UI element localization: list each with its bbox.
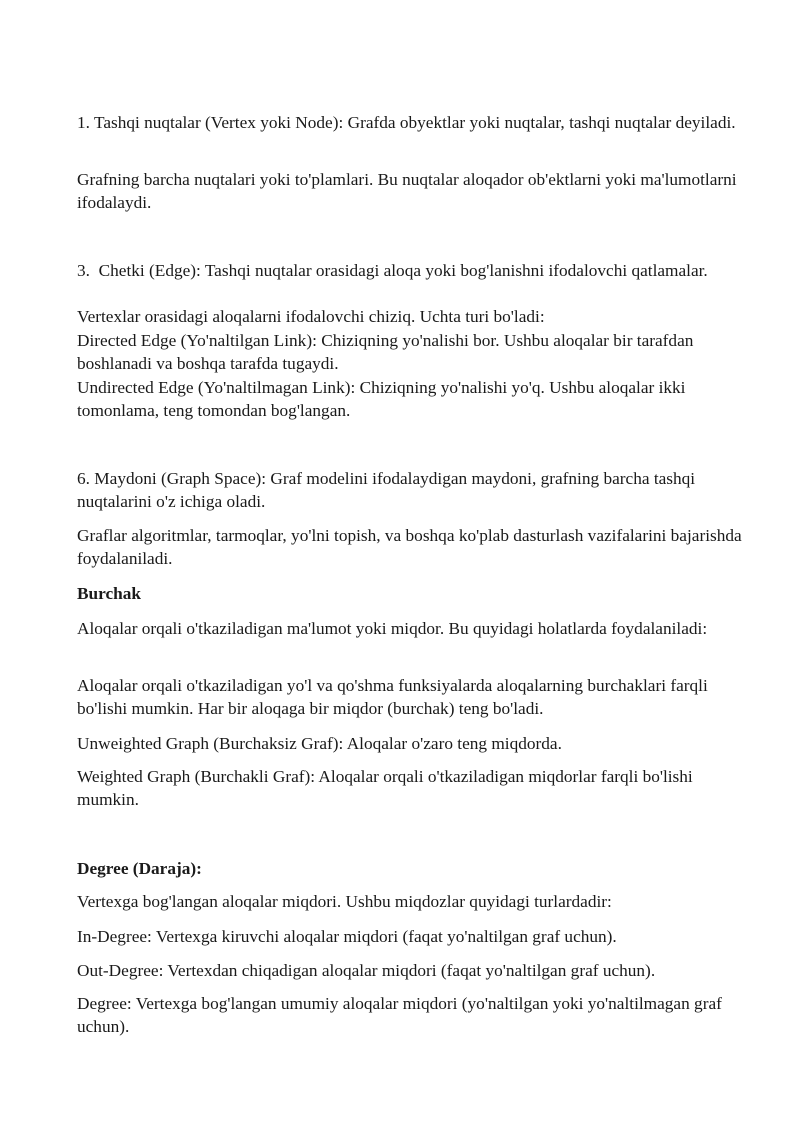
paragraph-weighted-graph: Weighted Graph (Burchakli Graf): Aloqalar orqali o'tkaziladigan miqdorlar farqli bo'lishi mumkin. xyxy=(77,767,693,809)
paragraph-edge-description: Vertexlar orasidagi aloqalarni ifodalovchi chiziq. Uchta turi bo'ladi: xyxy=(77,307,545,326)
paragraph-edge-item: 3. Chetki (Edge): Tashqi nuqtalar orasidagi aloqa yoki bog'lanishni ifodalovchi qatlamalar. xyxy=(77,261,708,280)
paragraph-vertex-description: Grafning barcha nuqtalari yoki to'plamlari. Bu nuqtalar aloqador ob'ektlarni yoki ma'lumotlarni ifodalaydi. xyxy=(77,170,737,212)
heading-burchak: Burchak xyxy=(77,584,142,603)
paragraph-burchak-definition: Aloqalar orqali o'tkaziladigan ma'lumot yoki miqdor. Bu quyidagi holatlarda foydalaniladi: xyxy=(77,619,708,638)
paragraph-burchak-detail: Aloqalar orqali o'tkaziladigan yo'l va qo'shma funksiyalarda aloqalarning burchaklari farqli bo'lishi mumkin. Har bir aloqaga bir miqdor (burchak) teng bo'ladi. xyxy=(77,676,708,718)
paragraph-unweighted-graph: Unweighted Graph (Burchaksiz Graf): Aloqalar o'zaro teng miqdorda. xyxy=(77,734,562,753)
heading-degree: Degree (Daraja): xyxy=(77,859,202,878)
paragraph-degree-total: Degree: Vertexga bog'langan umumiy aloqalar miqdori (yo'naltilgan yoki yo'naltilmagan graf uchun). xyxy=(77,994,722,1036)
paragraph-in-degree: In-Degree: Vertexga kiruvchi aloqalar miqdori (faqat yo'naltilgan graf uchun). xyxy=(77,927,617,946)
paragraph-degree-definition: Vertexga bog'langan aloqalar miqdori. Ushbu miqdozlar quyidagi turlardadir: xyxy=(77,892,612,911)
paragraph-graph-space: 6. Maydoni (Graph Space): Graf modelini ifodalaydigan maydoni, grafning barcha tashqi nuqtalarini o'z ichiga oladi. xyxy=(77,469,696,511)
paragraph-undirected-edge: Undirected Edge (Yo'naltilmagan Link): Chiziqning yo'nalishi yo'q. Ushbu aloqalar ikki tomonlama, teng tomondan bog'langan. xyxy=(77,378,686,420)
paragraph-vertex: 1. Tashqi nuqtalar (Vertex yoki Node): Grafda obyektlar yoki nuqtalar, tashqi nuqtalar deyiladi. xyxy=(77,113,736,132)
paragraph-graph-usage: Graflar algoritmlar, tarmoqlar, yo'lni topish, va boshqa ko'plab dasturlash vazifalarini bajarishda foydalaniladi. xyxy=(77,526,742,568)
paragraph-out-degree: Out-Degree: Vertexdan chiqadigan aloqalar miqdori (faqat yo'naltilgan graf uchun). xyxy=(77,961,656,980)
paragraph-directed-edge: Directed Edge (Yo'naltilgan Link): Chiziqning yo'nalishi bor. Ushbu aloqalar bir tarafdan boshlanadi va boshqa tarafda tugaydi. xyxy=(77,331,694,373)
